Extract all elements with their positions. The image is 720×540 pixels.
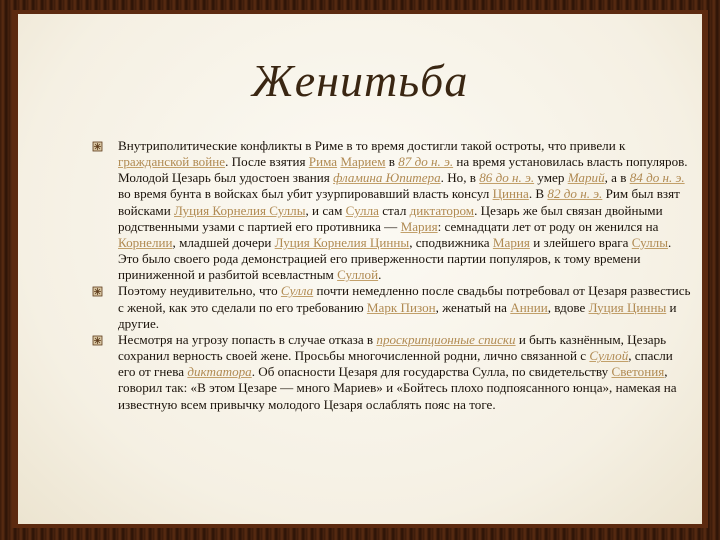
body-text: , сподвижника bbox=[409, 234, 493, 250]
slide-content bbox=[92, 138, 692, 413]
body-text: . bbox=[378, 267, 382, 283]
wiki-link[interactable]: Луция Цинны bbox=[588, 299, 667, 315]
body-text: , женатый на bbox=[435, 299, 511, 315]
wiki-link[interactable]: Светония bbox=[611, 364, 665, 380]
body-text: . Это было своего рода демонстрацией его приверженности партии популяров, к тому времени приниженной и разбитой всевластным bbox=[118, 234, 672, 283]
wiki-link[interactable]: гражданской войне bbox=[118, 154, 226, 170]
body-text: во время бунта в войсках был убит узурпировавший власть консул bbox=[118, 186, 493, 202]
body-text: и другие. bbox=[118, 299, 677, 331]
body-text: почти немедленно после свадьбы потребовал от Цезаря развестись с женой, как это сделали по его требованию bbox=[118, 283, 691, 315]
wiki-link[interactable]: Суллы bbox=[631, 234, 669, 250]
body-text: Рим был взят войсками bbox=[118, 186, 680, 218]
wiki-link[interactable]: Мария bbox=[492, 234, 530, 250]
wiki-link[interactable]: Мария bbox=[400, 218, 438, 234]
wiki-link[interactable]: Луция Корнелия Цинны bbox=[274, 234, 410, 250]
wiki-link[interactable]: 87 до н. э. bbox=[398, 154, 454, 170]
slide-title: Женитьба bbox=[251, 55, 469, 106]
wiki-link[interactable]: диктатора bbox=[187, 364, 252, 380]
wiki-link[interactable]: 86 до н. э. bbox=[479, 170, 535, 186]
wiki-link[interactable]: Суллой bbox=[337, 267, 379, 283]
body-text: . Об опасности Цезаря для государства Сулла, по свидетельству bbox=[251, 364, 612, 380]
body-text: , вдове bbox=[547, 299, 589, 315]
bullet-icon bbox=[92, 335, 103, 346]
body-text: Поэтому неудивительно, что bbox=[118, 283, 281, 299]
wiki-link[interactable]: Марий bbox=[567, 170, 605, 186]
bullet-item bbox=[92, 332, 692, 413]
body-text: и злейшего врага bbox=[529, 234, 632, 250]
body-text: Внутриполитические конфликты в Риме в то время достигли такой остроты, что привели к bbox=[118, 138, 626, 153]
wiki-link[interactable]: Луция Корнелия Суллы bbox=[174, 202, 306, 218]
bullet-item bbox=[92, 138, 692, 283]
wiki-link[interactable]: проскрипционные списки bbox=[376, 331, 516, 347]
wiki-link[interactable]: 84 до н. э. bbox=[629, 170, 685, 186]
body-text: . В bbox=[528, 186, 548, 202]
body-text: , и сам bbox=[305, 202, 346, 218]
body-text: . После взятия bbox=[225, 154, 309, 170]
body-text: умер bbox=[534, 170, 568, 186]
body-text: . Цезарь же был связан двойными родственными узами с партией его противника — bbox=[118, 202, 663, 234]
body-text: . Но, в bbox=[440, 170, 480, 186]
body-text: , говорил так: «В этом Цезаре — много Мариев» и «Бойтесь плохо подпоясанного юнца», намекая на известную всем привычку молодого Цезаря ослаблять пояс на тоге. bbox=[118, 364, 677, 412]
wiki-link[interactable]: Цинна bbox=[492, 186, 529, 202]
body-text: : семнадцати лет от роду он женился на bbox=[437, 218, 659, 234]
wiki-link[interactable]: Суллой bbox=[589, 348, 629, 364]
wiki-link[interactable]: Сулла bbox=[280, 283, 314, 299]
body-text: , а в bbox=[604, 170, 630, 186]
body-text: на время установилась власть популяров. Молодой Цезарь был удостоен звания bbox=[118, 154, 688, 186]
bullet-icon bbox=[92, 141, 103, 152]
wiki-link[interactable]: фламина Юпитера bbox=[333, 170, 441, 186]
wiki-link[interactable]: 82 до н. э. bbox=[547, 186, 603, 202]
body-text: стал bbox=[378, 202, 410, 218]
wiki-link[interactable]: Аннии bbox=[510, 299, 548, 315]
wiki-link[interactable]: Сулла bbox=[345, 202, 379, 218]
wiki-link[interactable]: Корнелии bbox=[118, 234, 173, 250]
wiki-link[interactable]: Марием bbox=[340, 154, 386, 170]
bullet-icon bbox=[92, 286, 103, 297]
slide bbox=[18, 14, 702, 524]
bullet-item bbox=[92, 283, 692, 331]
wiki-link[interactable]: Марк Пизон bbox=[366, 299, 436, 315]
body-text: , спасли его от гнева bbox=[118, 348, 673, 380]
body-text: в bbox=[385, 154, 399, 170]
wiki-link[interactable]: Рима bbox=[308, 154, 338, 170]
wiki-link[interactable]: диктатором bbox=[409, 202, 475, 218]
body-text: Несмотря на угрозу попасть в случае отказа в bbox=[118, 331, 377, 347]
body-text: и быть казнённым, Цезарь сохранил верность своей жене. Просьбы многочисленной родни, лично связанной с bbox=[118, 331, 667, 364]
body-text: , младшей дочери bbox=[172, 234, 275, 250]
